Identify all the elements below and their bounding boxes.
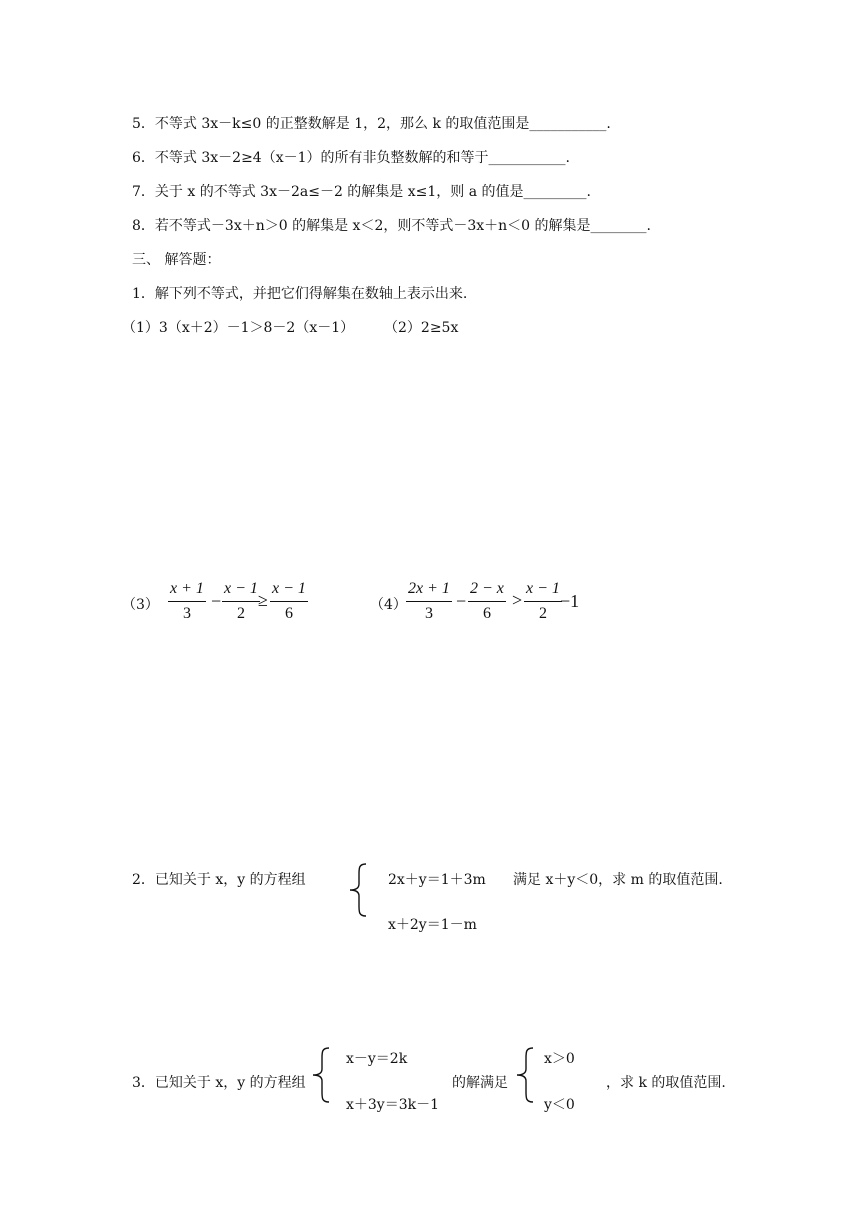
question-number: 6．: [132, 150, 155, 166]
numerator: x − 1: [524, 580, 562, 602]
numerator: x − 1: [270, 580, 308, 602]
q3-condition-2: y＜0: [544, 1097, 575, 1113]
question-7: [132, 181, 591, 201]
q2-suffix: 满足 x＋y＜0，求 m 的取值范围.: [513, 872, 723, 888]
fraction: [168, 580, 206, 623]
fraction: [222, 580, 260, 623]
left-brace-icon: [310, 1046, 332, 1104]
constant-term: −1: [560, 591, 580, 611]
q1-part-2: （2）2≥5x: [384, 320, 459, 336]
q2-equation-1: 2x＋y＝1＋3m: [388, 872, 486, 888]
fraction: [406, 580, 452, 623]
question-text: 不等式 3x－2≥4（x－1）的所有非负整数解的和等于___________.: [154, 150, 570, 166]
denominator: 2: [538, 605, 547, 622]
numerator: x + 1: [168, 580, 206, 602]
left-brace-icon: [514, 1046, 536, 1104]
question-number: 8．: [132, 218, 155, 234]
question-text: 不等式 3x－k≤0 的正整数解是 1，2，那么 k 的取值范围是___________.: [154, 116, 611, 132]
denominator: 3: [182, 605, 191, 622]
part-label: （3）: [122, 597, 159, 613]
question-number: 7．: [132, 184, 155, 200]
q2-prefix: 2．已知关于 x，y 的方程组: [132, 872, 306, 888]
denominator: 3: [424, 605, 433, 622]
question-text: 关于 x 的不等式 3x－2a≤－2 的解集是 x≤1，则 a 的值是_________.: [154, 184, 591, 200]
numerator: 2 − x: [468, 580, 506, 602]
denominator: 6: [482, 605, 491, 622]
q2-equation-2: x＋2y＝1－m: [388, 917, 477, 933]
relation-sign: >: [512, 590, 523, 610]
relation-sign: ≥: [258, 590, 268, 610]
q3-suffix: ，求 k 的取值范围.: [606, 1075, 726, 1091]
q3-condition-1: x＞0: [544, 1051, 575, 1067]
q3-equation-1: x－y＝2k: [346, 1051, 408, 1067]
denominator: 2: [236, 605, 245, 622]
q3-equation-2: x＋3y＝3k－1: [346, 1097, 440, 1113]
q3-prefix: 3．已知关于 x，y 的方程组: [132, 1075, 306, 1091]
part-label: （4）: [370, 597, 407, 613]
question-6: [132, 147, 570, 167]
minus-sign: −: [211, 591, 222, 611]
question-text: 若不等式－3x＋n＞0 的解集是 x＜2，则不等式－3x＋n＜0 的解集是________.: [154, 218, 651, 234]
q3-middle-text: 的解满足: [452, 1075, 508, 1091]
q1-title: 1．解下列不等式，并把它们得解集在数轴上表示出来.: [132, 286, 468, 302]
question-5: [132, 113, 611, 133]
section-heading: 三、 解答题：: [132, 252, 221, 268]
numerator: x − 1: [222, 580, 260, 602]
q1-part-1: （1）3（x＋2）－1＞8－2（x－1）: [122, 320, 355, 336]
minus-sign: −: [456, 591, 467, 611]
left-brace-icon: [346, 862, 370, 918]
question-number: 5．: [132, 116, 155, 132]
question-8: [132, 215, 651, 235]
fraction: [524, 580, 562, 623]
denominator: 6: [284, 605, 293, 622]
numerator: 2x + 1: [406, 580, 452, 602]
fraction: [270, 580, 308, 623]
fraction: [468, 580, 506, 623]
